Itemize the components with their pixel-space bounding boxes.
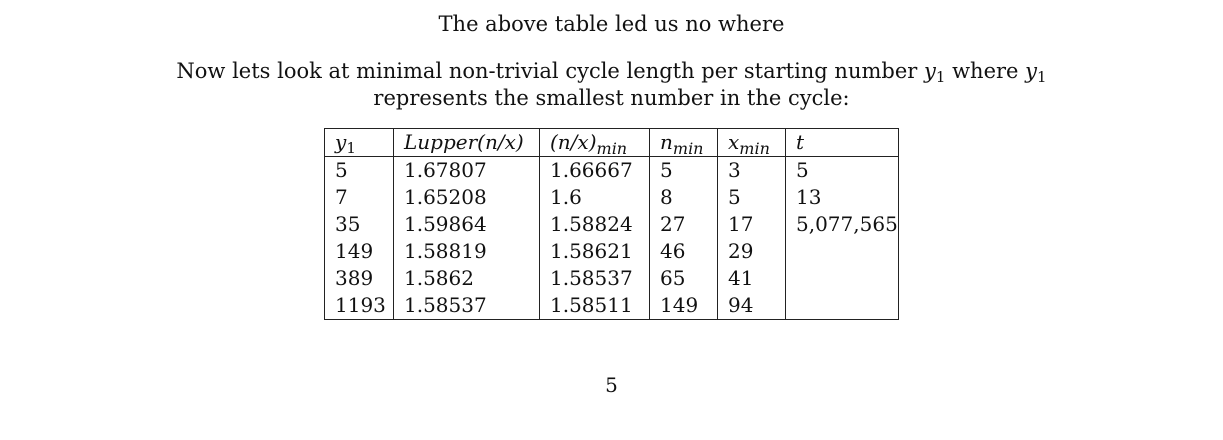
cell-x-min: 17: [718, 211, 786, 238]
header-y1: $y_1$: [325, 129, 394, 157]
cell-n-min: 5: [650, 157, 718, 185]
cell-lupper: 1.59864: [394, 211, 540, 238]
cell-n-min: 65: [650, 265, 718, 292]
table-header-row: [325, 129, 899, 157]
table-row: [325, 238, 899, 265]
cell-t: [786, 238, 899, 265]
cell-y1: 389: [325, 265, 394, 292]
cell-t: 5,077,565: [786, 211, 899, 238]
header-t: t: [786, 129, 899, 157]
section-note: The above table led us no where: [438, 12, 785, 36]
cell-n-min: 46: [650, 238, 718, 265]
cell-t: 5: [786, 157, 899, 185]
cell-n-min: 8: [650, 184, 718, 211]
cell-nx-min: 1.58621: [540, 238, 650, 265]
cell-y1: 149: [325, 238, 394, 265]
cell-y1: 1193: [325, 292, 394, 320]
cell-t: [786, 292, 899, 320]
cycle-length-table: [324, 128, 899, 320]
intro-text-prefix: Now lets look at minimal non-trivial cycle length per starting number: [176, 59, 924, 83]
cell-y1: 5: [325, 157, 394, 185]
table-row: [325, 211, 899, 238]
cell-lupper: 1.65208: [394, 184, 540, 211]
header-n-min: $n_{min}$: [650, 129, 718, 157]
cell-x-min: 5: [718, 184, 786, 211]
cell-x-min: 41: [718, 265, 786, 292]
cell-t: [786, 265, 899, 292]
cell-t: 13: [786, 184, 899, 211]
cell-lupper: 1.58537: [394, 292, 540, 320]
cell-n-min: 27: [650, 211, 718, 238]
cell-nx-min: 1.58824: [540, 211, 650, 238]
cell-nx-min: 1.58537: [540, 265, 650, 292]
cell-lupper: 1.5862: [394, 265, 540, 292]
table-row: [325, 184, 899, 211]
variable-y1: $y_1$: [923, 59, 946, 86]
cell-nx-min: 1.6: [540, 184, 650, 211]
cell-lupper: 1.58819: [394, 238, 540, 265]
page-number: 5: [605, 373, 618, 397]
header-lupper: Lupper(n/x): [394, 129, 540, 157]
intro-paragraph-line-1: [0, 58, 1223, 84]
cell-y1: 7: [325, 184, 394, 211]
header-nx-min: $(n/x)_{min}$: [540, 129, 650, 157]
variable-y1: $y_1$: [1025, 59, 1047, 86]
cell-n-min: 149: [650, 292, 718, 320]
cell-y1: 35: [325, 211, 394, 238]
intro-text-middle: where: [945, 59, 1026, 83]
cell-nx-min: 1.58511: [540, 292, 650, 320]
cell-lupper: 1.67807: [394, 157, 540, 185]
table-row: [325, 157, 899, 185]
cell-nx-min: 1.66667: [540, 157, 650, 185]
intro-paragraph-line-2: represents the smallest number in the cycle:: [373, 86, 850, 110]
cell-x-min: 3: [718, 157, 786, 185]
cell-x-min: 29: [718, 238, 786, 265]
cell-x-min: 94: [718, 292, 786, 320]
table-row: [325, 265, 899, 292]
header-x-min: $x_{min}$: [718, 129, 786, 157]
table-row: [325, 292, 899, 320]
